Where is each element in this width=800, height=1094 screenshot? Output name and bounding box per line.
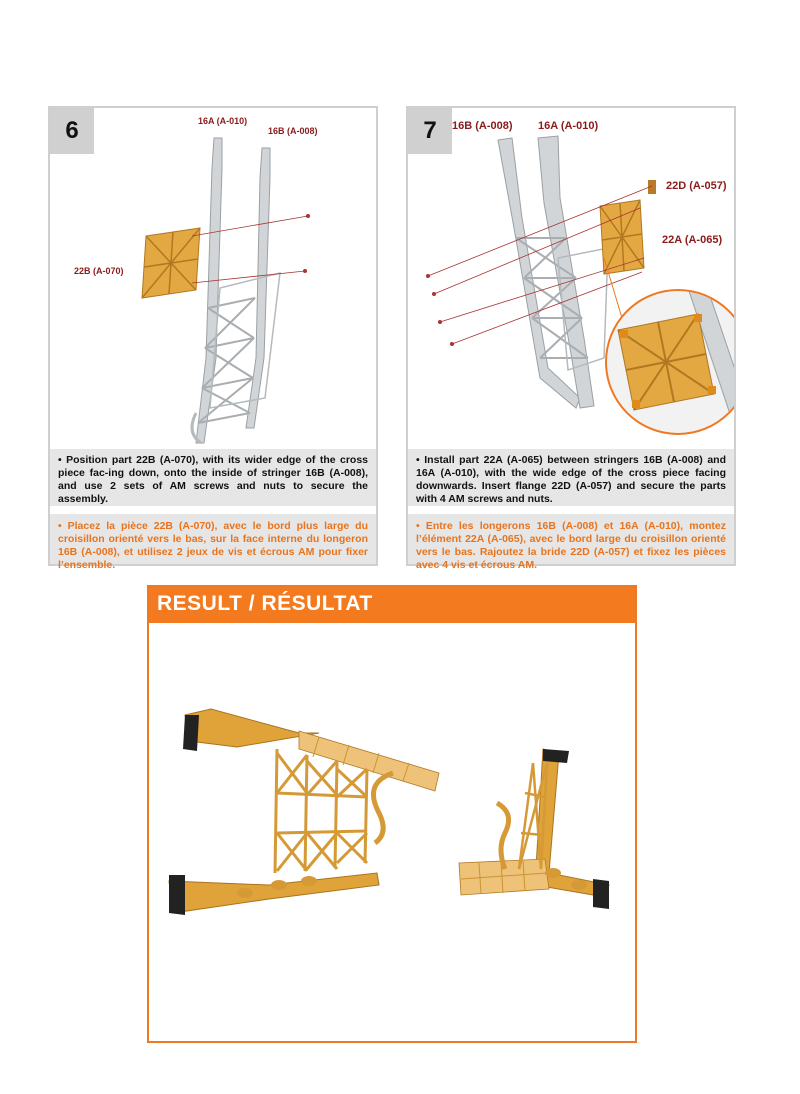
step-number: 6 (50, 108, 94, 154)
step-number: 7 (408, 108, 452, 154)
instruction-english: • Install part 22A (A-065) between stringers 16B (A-008) and 16A (A-010), with the wide edge of the cross piece facing downwards. Insert flange 22D (A-057) and secure the parts with 4 AM screws and nuts. (408, 449, 734, 506)
assembly-view-left (169, 709, 439, 915)
cross-piece-22b (142, 228, 200, 298)
instruction-english: • Position part 22B (A-070), with its wider edge of the cross piece fac-ing down, onto the inside of stringer 16B (A-008), and use 2 sets of AM screws and nuts to secure the assembly. (50, 449, 376, 506)
label-22a: 22A (A-065) (662, 234, 723, 246)
label-22d: 22D (A-057) (666, 180, 727, 192)
step-7-illustration (408, 108, 734, 448)
result-title: RESULT / RÉSULTAT (149, 587, 635, 623)
instruction-french: • Entre les longerons 16B (A-008) et 16A (A-010), montez l’élément 22A (A-065), avec le bord large du croisillon orienté vers le bas. Rajoutez la bride 22D (A-057) et fixez les pièces avec 4 vis et écrous AM. (408, 514, 734, 564)
cross-piece-22a (600, 200, 644, 274)
instruction-french: • Placez la pièce 22B (A-070), avec le bord plus large du croisillon orienté vers le bas, sur la face interne du longeron 16B (A-008), et utilisez 2 jeux de vis et écrous AM pour fixer l’ensemble. (50, 514, 376, 564)
step-6-illustration (50, 108, 376, 448)
step-6-panel (48, 106, 378, 571)
label-16a: 16A (A-010) (538, 120, 599, 132)
label-16a: 16A (A-010) (198, 116, 248, 126)
result-panel (147, 585, 637, 1043)
assembly-view-right (459, 749, 609, 909)
result-illustration (149, 623, 635, 1041)
detail-magnifier (604, 258, 734, 434)
step-7-panel (406, 106, 736, 571)
label-16b: 16B (A-008) (452, 120, 513, 132)
label-22b: 22B (A-070) (74, 266, 124, 276)
label-16b: 16B (A-008) (268, 126, 318, 136)
